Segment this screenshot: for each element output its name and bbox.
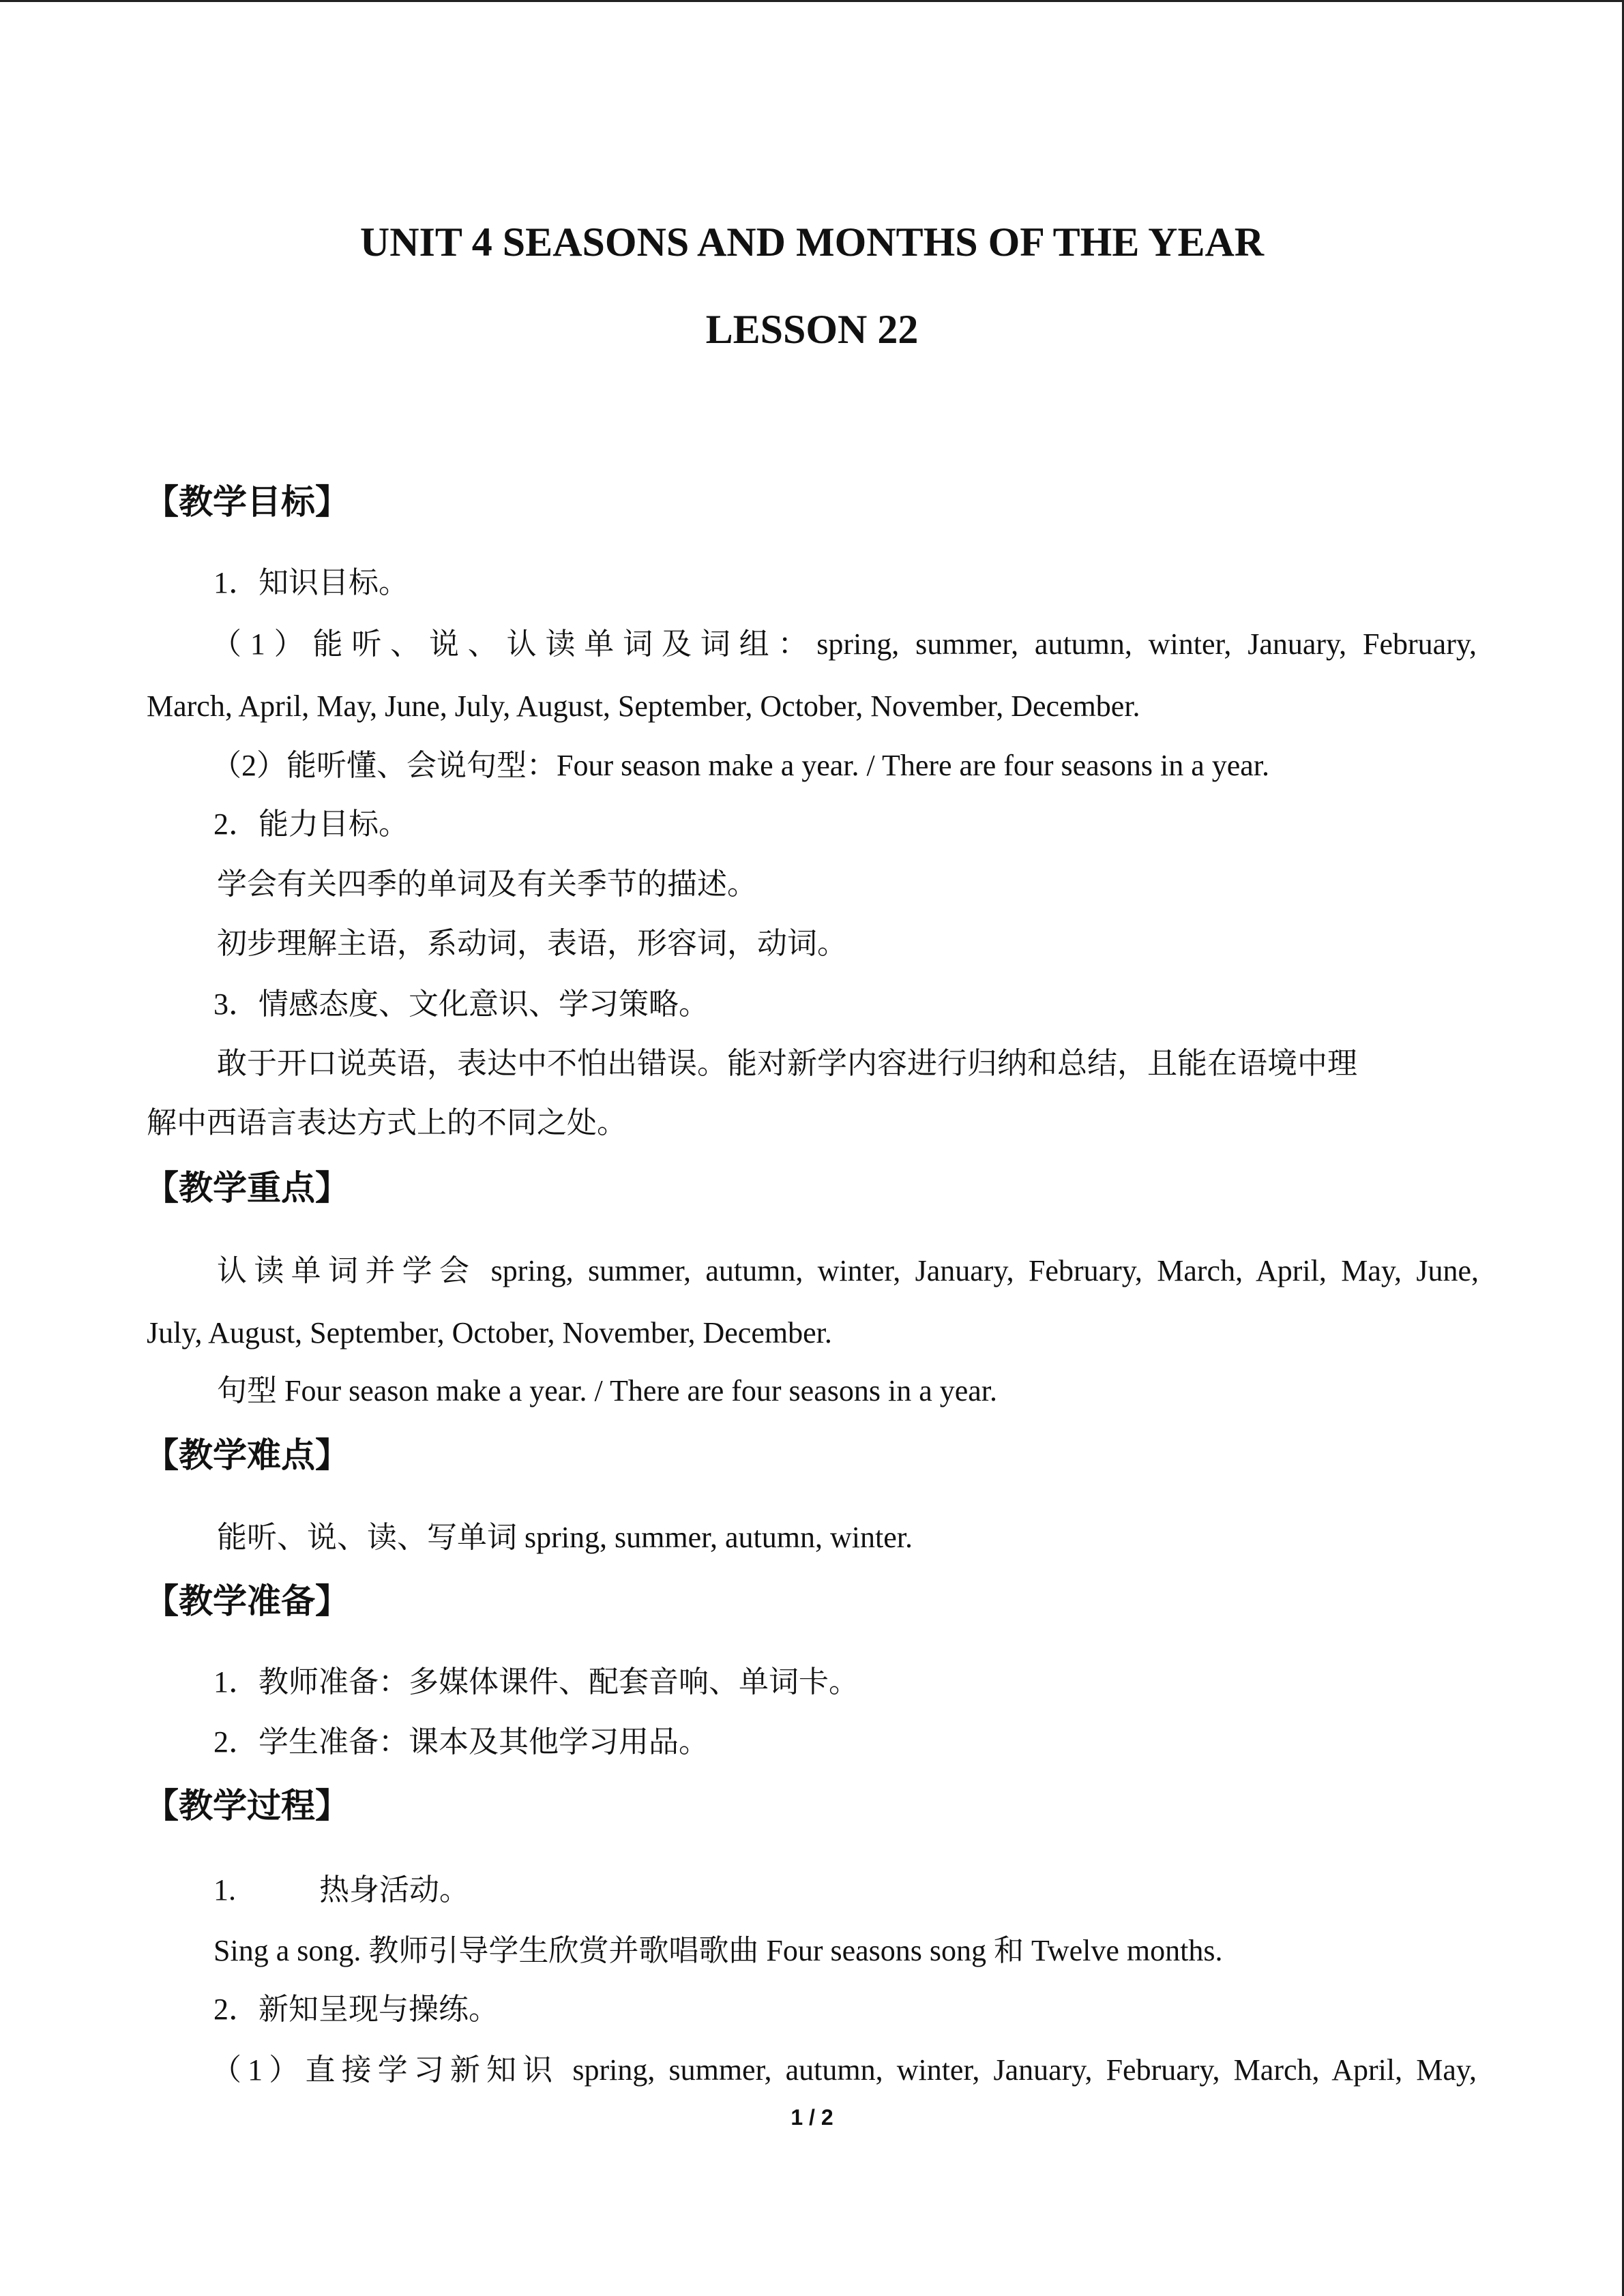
section-heading-difficulties: 【教学难点】 — [145, 1435, 349, 1475]
ability-goal-2: 初步理解主语，系动词，表语，形容词，动词。 — [217, 927, 847, 960]
process-step-2: 2．新知呈现与操练。 — [213, 1993, 499, 2026]
ability-goal-title: 2．能力目标。 — [213, 807, 409, 841]
process-step-1-text: 热身活动。 — [319, 1873, 469, 1907]
document-subtitle: LESSON 22 — [705, 307, 919, 352]
key-points-line-b: July, August, September, October, November, December. — [147, 1316, 832, 1350]
knowledge-goal-1-line-b: March, April, May, June, July, August, September, October, November, December. — [147, 689, 1140, 723]
key-points-line-a: 认读单词并学会 spring, summer, autumn, winter, January, February, March, April, May, June, — [217, 1254, 1479, 1287]
section-heading-process: 【教学过程】 — [145, 1786, 349, 1825]
knowledge-goal-1-line-a: （1）能听、说、认读单词及词组：spring, summer, autumn, winter, January, February, — [211, 627, 1477, 661]
section-heading-preparation: 【教学准备】 — [145, 1581, 349, 1621]
page-number: 1 / 2 — [791, 2105, 833, 2130]
section-heading-key-points: 【教学重点】 — [145, 1168, 349, 1208]
ability-goal-1: 学会有关四季的单词及有关季节的描述。 — [217, 867, 757, 901]
process-step-1-description: Sing a song. 教师引导学生欣赏并歌唱歌曲 Four seasons song 和 Twelve months. — [213, 1934, 1223, 1967]
preparation-teacher: 1．教师准备：多媒体课件、配套音响、单词卡。 — [213, 1665, 859, 1699]
key-points-sentence-pattern: 句型 Four season make a year. / There are four seasons in a year. — [217, 1374, 998, 1407]
difficulties-line: 能听、说、读、写单词 spring, summer, autumn, winter. — [217, 1521, 913, 1554]
document-title: UNIT 4 SEASONS AND MONTHS OF THE YEAR — [359, 220, 1265, 265]
emotion-goal-line-a: 敢于开口说英语，表达中不怕出错误。能对新学内容进行归纳和总结，且能在语境中理 — [217, 1047, 1357, 1080]
knowledge-goal-2: （2）能听懂、会说句型：Four season make a year. / There are four seasons in a year. — [211, 749, 1270, 782]
emotion-goal-title: 3．情感态度、文化意识、学习策略。 — [213, 987, 709, 1021]
process-step-1-number: 1. — [213, 1873, 236, 1907]
preparation-student: 2．学生准备：课本及其他学习用品。 — [213, 1725, 709, 1759]
process-step-2-1: （1）直接学习新知识 spring, summer, autumn, winter, January, February, March, April, May, — [211, 2053, 1477, 2087]
section-heading-objectives: 【教学目标】 — [145, 482, 349, 522]
knowledge-goal-title: 1．知识目标。 — [213, 566, 409, 599]
emotion-goal-line-b: 解中西语言表达方式上的不同之处。 — [147, 1106, 627, 1139]
